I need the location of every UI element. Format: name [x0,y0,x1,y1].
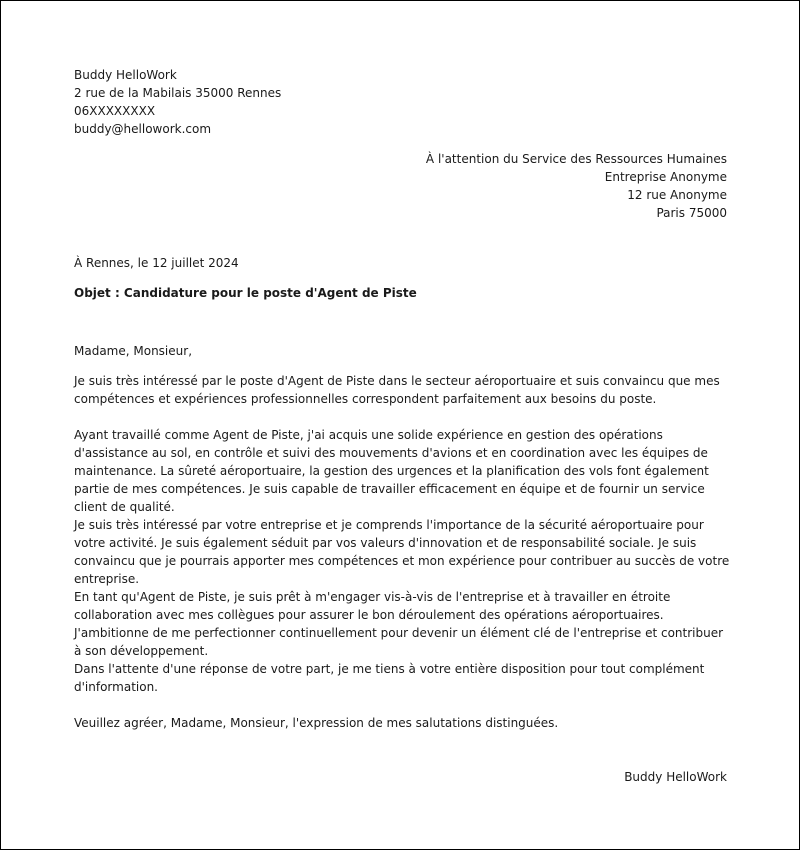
subject-line: Objet : Candidature pour le poste d'Agent de Piste [74,286,417,300]
date-line: À Rennes, le 12 juillet 2024 [74,256,239,270]
body-paragraph: Ayant travaillé comme Agent de Piste, j'ai acquis une solide expérience en gestion des opérations d'assistance au sol, en contrôle et suivi des mouvements d'avions et en coordination avec les équipes de maintenance. La sûreté aéroportuaire, la gestion des urgences et la planification des vols font également partie de mes compétences. Je suis capable de travailler efficacement en équipe et de fournir un service client de qualité. [74,428,709,514]
recipient-block [426,150,727,222]
sender-email: buddy@hellowork.com [74,122,212,136]
body-paragraph: Je suis très intéressé par le poste d'Agent de Piste dans le secteur aéroportuaire et suis convaincu que mes compétences et expériences professionnelles correspondent parfaitement aux besoins du poste. [74,374,720,406]
signature: Buddy HelloWork [624,770,727,784]
sender-name: Buddy HelloWork [74,68,177,82]
sender-address: 2 rue de la Mabilais 35000 Rennes [74,86,282,100]
recipient-city: Paris 75000 [656,206,727,220]
recipient-attention: À l'attention du Service des Ressources Humaines [425,152,727,166]
closing-paragraph: Veuillez agréer, Madame, Monsieur, l'expression de mes salutations distinguées. [74,716,559,730]
body-paragraph: En tant qu'Agent de Piste, je suis prêt à m'engager vis-à-vis de l'entreprise et à travailler en étroite collaboration avec mes collègues pour assurer le bon déroulement des opérations aéroportuaires. J'ambitionne de me perfectionner continuellement pour devenir un élément clé de l'entreprise et contribuer à son développement. [74,590,724,658]
body-paragraph: Dans l'attente d'une réponse de votre part, je me tiens à votre entière disposition pour tout complément d'information. [74,662,705,694]
recipient-company: Entreprise Anonyme [604,170,727,184]
body-paragraph: Je suis très intéressé par votre entreprise et je comprends l'importance de la sécurité aéroportuaire pour votre activité. Je suis également séduit par vos valeurs d'innovation et de responsabilité sociale. Je suis convaincu que je pourrais apporter mes compétences et mon expérience pour contribuer au succès de votre entreprise. [74,518,730,586]
sender-block [74,66,281,138]
sender-phone: 06XXXXXXXX [74,104,156,118]
greeting: Madame, Monsieur, [74,344,193,358]
recipient-street: 12 rue Anonyme [627,188,727,202]
